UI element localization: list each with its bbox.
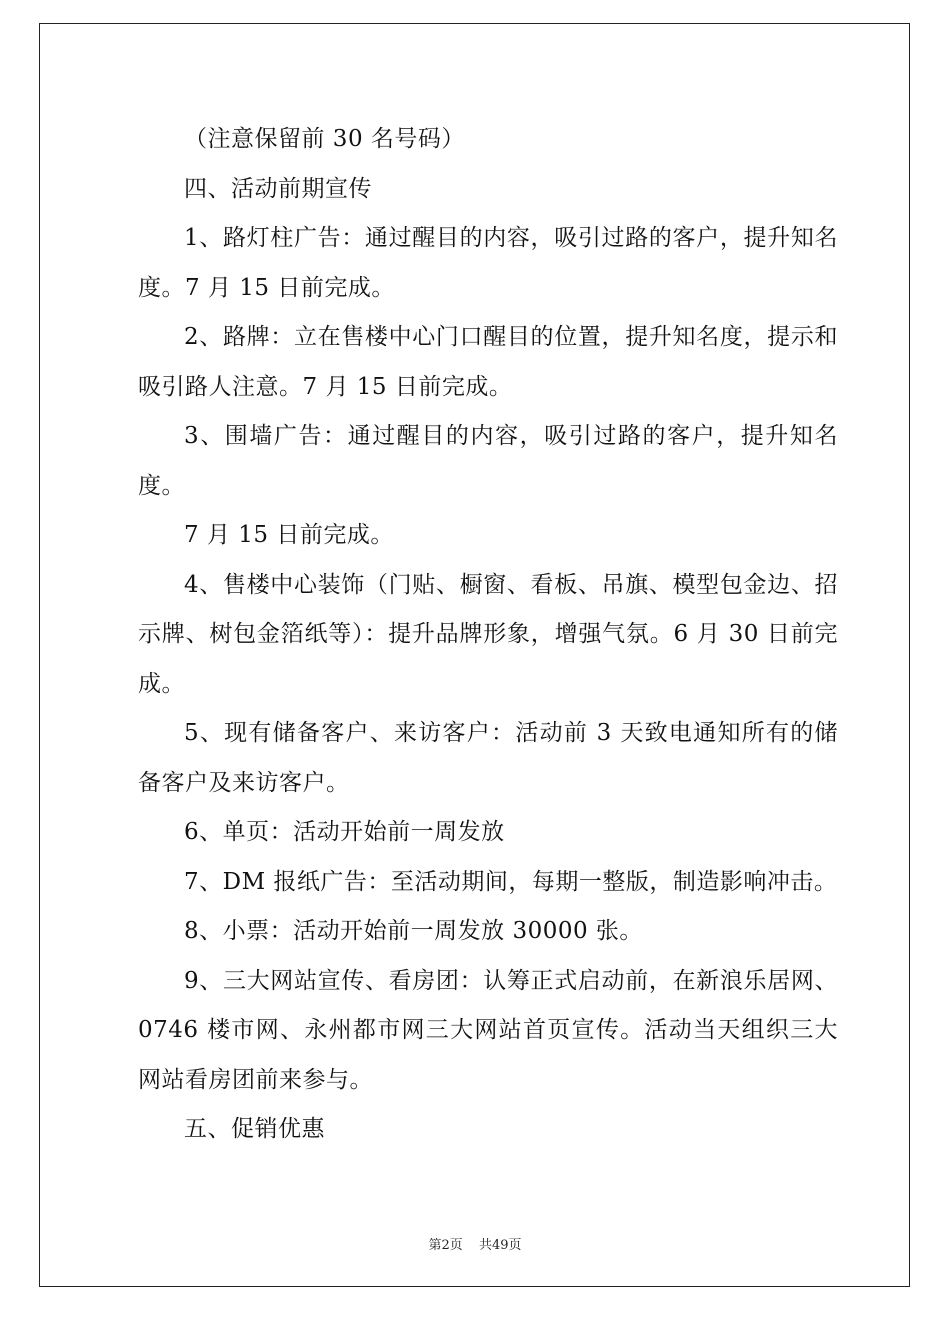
paragraph-item-1: 1、路灯柱广告：通过醒目的内容，吸引过路的客户，提升知名度。7 月 15 日前完成。 bbox=[138, 225, 838, 301]
paragraph-item-9: 9、三大网站宣传、看房团：认筹正式启动前，在新浪乐居网、0746 楼市网、永州都市网三大网站首页宣传。活动当天组织三大网站看房团前来参与。 bbox=[138, 967, 838, 1093]
paragraph-note: （注意保留前 30 名号码） bbox=[184, 126, 465, 152]
paragraph-item-7: 7、DM 报纸广告：至活动期间，每期一整版，制造影响冲击。 bbox=[184, 868, 838, 895]
paragraph-item-3: 3、围墙广告：通过醒目的内容，吸引过路的客户，提升知名度。 bbox=[138, 423, 838, 499]
section-heading-5: 五、促销优惠 bbox=[184, 1116, 325, 1142]
paragraph-item-3-deadline: 7 月 15 日前完成。 bbox=[184, 522, 394, 548]
page-footer bbox=[0, 1234, 950, 1253]
document-body bbox=[138, 115, 838, 1155]
paragraph-item-2: 2、路牌：立在售楼中心门口醒目的位置，提升知名度，提示和吸引路人注意。7 月 15 日前完成。 bbox=[138, 324, 838, 400]
paragraph-item-4: 4、售楼中心装饰（门贴、橱窗、看板、吊旗、模型包金边、招示牌、树包金箔纸等）：提升品牌形象，增强气氛。6 月 30 日前完成。 bbox=[138, 571, 838, 697]
paragraph-item-8: 8、小票：活动开始前一周发放 30000 张。 bbox=[184, 918, 643, 944]
page-total: 共49页 bbox=[478, 1238, 522, 1253]
page-number: 第2页 bbox=[428, 1238, 463, 1253]
paragraph-item-5: 5、现有储备客户、来访客户：活动前 3 天致电通知所有的储备客户及来访客户。 bbox=[138, 720, 838, 796]
section-heading-4: 四、活动前期宣传 bbox=[184, 175, 372, 202]
paragraph-item-6: 6、单页：活动开始前一周发放 bbox=[184, 819, 505, 845]
